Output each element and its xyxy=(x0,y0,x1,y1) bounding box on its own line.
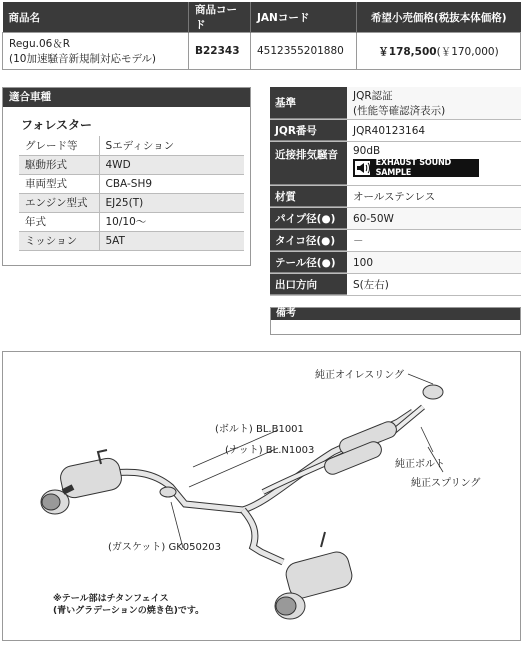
vehicle-row xyxy=(19,212,244,231)
spec-value: 100 xyxy=(347,252,521,273)
vehicle-key: 年式 xyxy=(19,212,99,231)
note-header: 備考 xyxy=(271,308,520,320)
label-gbolt: 純正ボルト xyxy=(395,459,445,470)
price-excl: (￥170,000) xyxy=(436,45,499,58)
spec-key: 近接排気騒音 xyxy=(270,142,347,185)
exhaust-diagram xyxy=(2,351,521,641)
speaker-icon xyxy=(353,159,372,177)
spec-box xyxy=(270,87,521,296)
spec-row-standard xyxy=(270,87,521,120)
note-box xyxy=(270,307,521,335)
vehicle-key: エンジン型式 xyxy=(19,193,99,212)
product-jan: 4512355201880 xyxy=(251,33,357,70)
spec-row-tail xyxy=(270,252,521,274)
spec-value xyxy=(347,142,521,185)
vehicle-model: フォレスター xyxy=(21,118,93,132)
product-price xyxy=(357,33,521,70)
caption-line2: (青いグラデーションの焼き色)です。 xyxy=(53,606,205,616)
spec-key: パイプ径(●) xyxy=(270,208,347,229)
spec-row-material xyxy=(270,186,521,208)
spec-value: 60-50W xyxy=(347,208,521,229)
vehicle-header: 適合車種 xyxy=(3,88,250,107)
diagram-caption xyxy=(53,593,204,617)
spec-row-pipe xyxy=(270,208,521,230)
spec-key: テール径(●) xyxy=(270,252,347,273)
spec-key: 材質 xyxy=(270,186,347,207)
product-table xyxy=(2,2,521,70)
caption-line1: ※テール部はチタンフェイス xyxy=(53,594,169,604)
label-oilring: 純正オイレスリング xyxy=(315,370,404,381)
spec-value: オールステンレス xyxy=(353,191,436,203)
vehicle-value: EJ25(T) xyxy=(99,193,244,212)
vehicle-value: 4WD xyxy=(99,155,244,174)
price-value: ￥178,500 xyxy=(378,45,437,58)
vehicle-row xyxy=(19,155,244,174)
standard-line1: JQR認証 xyxy=(353,90,393,102)
spec-value: － xyxy=(353,235,364,247)
vehicle-key: グレード等 xyxy=(19,136,99,155)
vehicle-table xyxy=(19,136,244,251)
spec-row-jqr xyxy=(270,120,521,142)
spec-key: JQR番号 xyxy=(270,120,347,141)
vehicle-box xyxy=(2,87,251,266)
vehicle-value: Sエディション xyxy=(99,136,244,155)
vehicle-key: 駆動形式 xyxy=(19,155,99,174)
vehicle-value: 5AT xyxy=(99,231,244,250)
product-header-row xyxy=(3,2,521,33)
vehicle-key: 車両型式 xyxy=(19,174,99,193)
product-name-line2: (10加速騒音新規制対応モデル) xyxy=(9,53,157,65)
noise-value: 90dB xyxy=(353,145,381,157)
spec-key: 基準 xyxy=(270,87,347,119)
header-price: 希望小売価格(税抜本体価格) xyxy=(370,11,507,24)
label-gasket: (ガスケット) GK050203 xyxy=(108,542,221,553)
product-name-line1: Regu.06＆R xyxy=(9,38,71,50)
exhaust-sound-button[interactable] xyxy=(353,159,479,177)
label-nut: (ナット) BL.N1003 xyxy=(225,445,315,456)
product-name xyxy=(3,33,189,70)
header-name: 商品名 xyxy=(3,2,189,33)
spec-value: S(左右) xyxy=(353,279,389,291)
vehicle-row xyxy=(19,231,244,250)
spec-key: 出口方向 xyxy=(270,274,347,295)
spec-row-noise xyxy=(270,142,521,186)
vehicle-key: ミッション xyxy=(19,231,99,250)
vehicle-row xyxy=(19,174,244,193)
vehicle-value: 10/10～ xyxy=(99,212,244,231)
standard-line2: (性能等確認済表示) xyxy=(353,105,446,117)
label-spring: 純正スプリング xyxy=(411,478,481,489)
spec-value: JQR40123164 xyxy=(353,124,426,137)
exhaust-sound-label: EXHAUST SOUND SAMPLE xyxy=(375,158,452,178)
spec-row-outlet xyxy=(270,274,521,296)
spec-row-taiko xyxy=(270,230,521,252)
spec-value xyxy=(347,87,521,119)
vehicle-value: CBA-SH9 xyxy=(99,174,244,193)
product-row xyxy=(3,33,521,70)
product-code: B22343 xyxy=(189,33,251,70)
label-bolt: (ボルト) BL.B1001 xyxy=(215,424,304,435)
vehicle-row xyxy=(19,193,244,212)
spec-key: タイコ径(●) xyxy=(270,230,347,251)
header-jan: JANコード xyxy=(251,2,357,33)
header-code: 商品コード xyxy=(189,2,251,33)
vehicle-row xyxy=(19,136,244,155)
